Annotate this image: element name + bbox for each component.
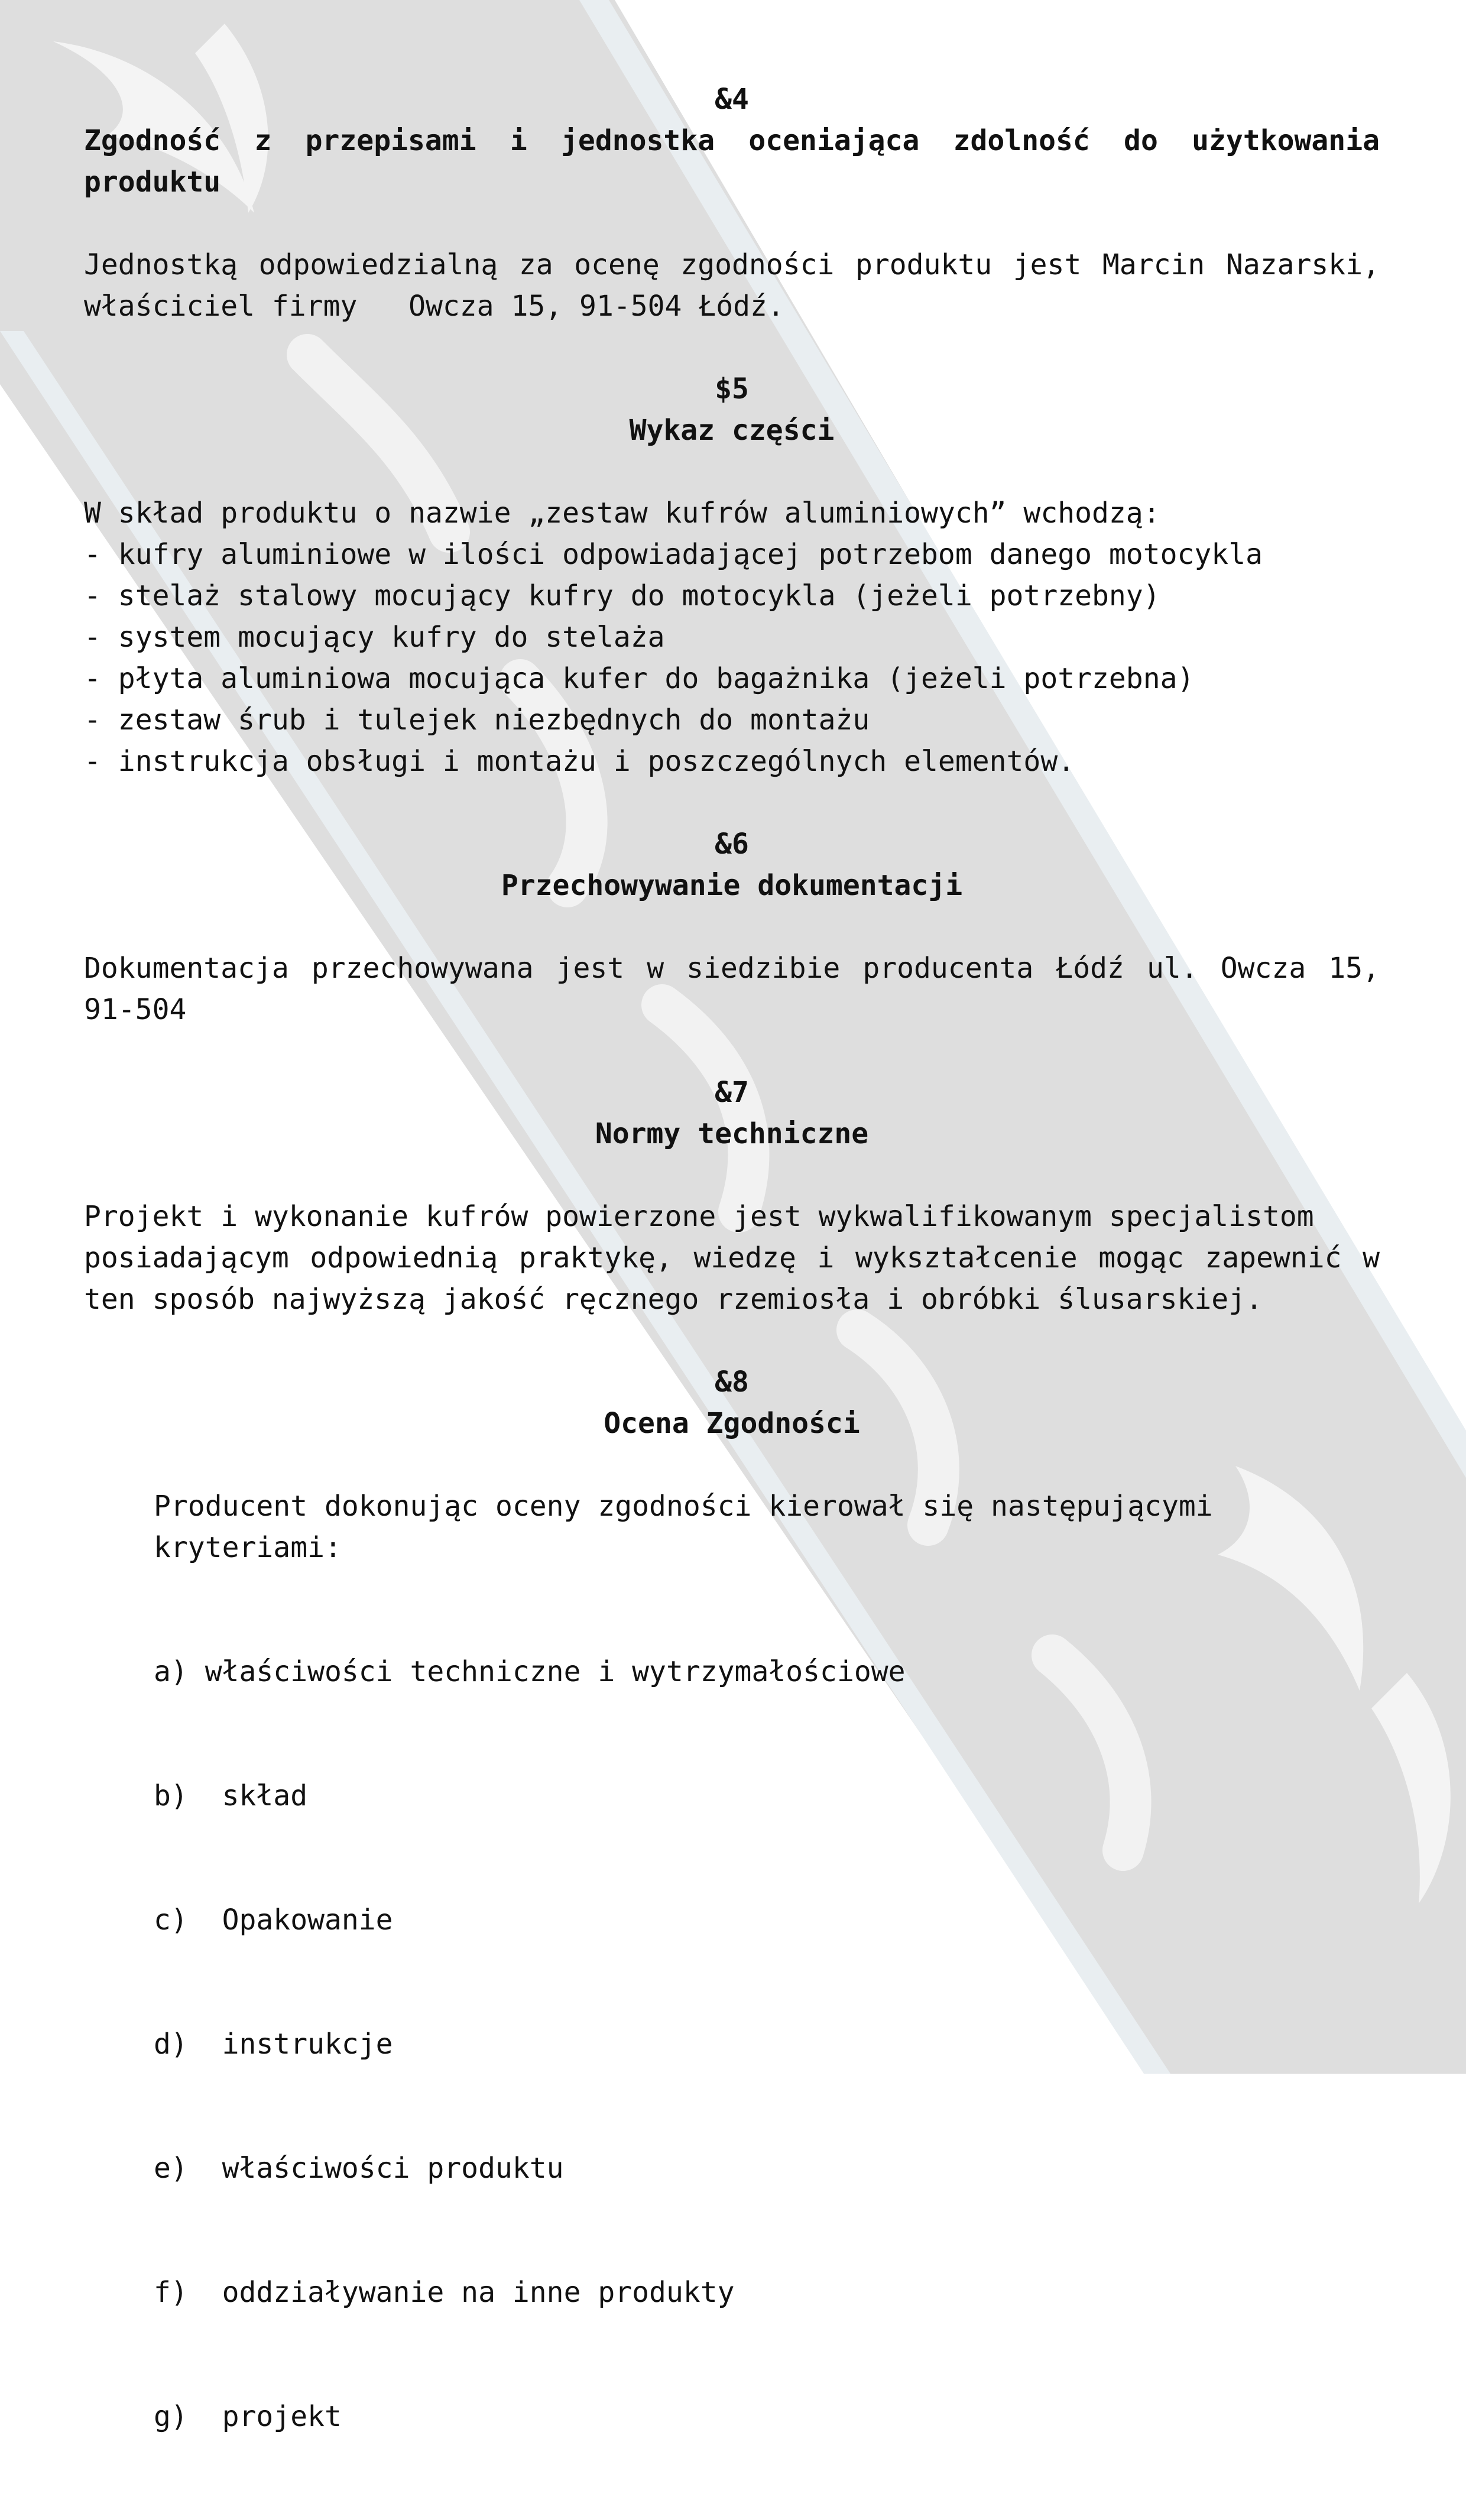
- list-item: f) oddziaływanie na inne produkty: [154, 2276, 735, 2309]
- list-item: - system mocujący kufry do stelaża: [84, 621, 665, 654]
- section-5-parts-list: [84, 534, 1380, 782]
- section-4-number: &4: [715, 83, 749, 116]
- list-item: a) właściwości techniczne i wytrzymałościowe: [154, 1655, 906, 1688]
- section-6-title: Przechowywanie dokumentacji: [501, 869, 963, 902]
- list-item: e) właściwości produktu: [154, 2152, 564, 2185]
- list-item: - zestaw śrub i tulejek niezbędnych do montażu: [84, 703, 870, 737]
- section-7-body-line2: posiadającym odpowiednią praktykę, wiedzę i wykształcenie mogąc zapewnić w: [84, 1241, 1380, 1274]
- section-4-body-line2: właściciel firmy Owcza 15, 91-504 Łódź.: [84, 290, 784, 323]
- section-4-title-line2: produktu: [84, 166, 221, 199]
- list-item: - instrukcja obsługi i montażu i poszczególnych elementów.: [84, 745, 1075, 778]
- list-item: - stelaż stalowy mocujący kufry do motocykla (jeżeli potrzebny): [84, 579, 1160, 612]
- list-item: - płyta aluminiowa mocująca kufer do bagażnika (jeżeli potrzebna): [84, 662, 1195, 695]
- list-item: c) Opakowanie: [154, 1903, 393, 1937]
- section-8-title: Ocena Zgodności: [604, 1407, 860, 1440]
- section-5-number: $5: [715, 372, 749, 406]
- list-item: g) projekt: [154, 2400, 342, 2433]
- section-5-title: Wykaz części: [629, 414, 835, 447]
- list-item: d) instrukcje: [154, 2028, 393, 2061]
- section-7-number: &7: [715, 1076, 749, 1109]
- section-4-title-line1: Zgodność z przepisami i jednostka oceniająca zdolność do użytkowania: [84, 124, 1380, 157]
- section-8-criteria-list: [154, 1568, 1277, 2520]
- list-item: b) skład: [154, 1779, 308, 1812]
- section-7-title: Normy techniczne: [595, 1117, 869, 1150]
- section-6-body-line2: 91-504: [84, 993, 187, 1026]
- section-8-intro-line2: kryteriami:: [154, 1531, 342, 1564]
- section-7-body-line1: Projekt i wykonanie kufrów powierzone jest wykwalifikowanym specjalistom: [84, 1200, 1314, 1233]
- section-8-number: &8: [715, 1366, 749, 1399]
- section-6-number: &6: [715, 828, 749, 861]
- section-8-intro-line1: Producent dokonując oceny zgodności kierował się następującymi: [154, 1490, 1213, 1523]
- section-6-body-line1: Dokumentacja przechowywana jest w siedzibie producenta Łódź ul. Owcza 15,: [84, 952, 1380, 985]
- section-4-body-line1: Jednostką odpowiedzialną za ocenę zgodności produktu jest Marcin Nazarski,: [84, 248, 1380, 281]
- section-7-body-line3: ten sposób najwyższą jakość ręcznego rzemiosła i obróbki ślusarskiej.: [84, 1283, 1263, 1316]
- list-item: - kufry aluminiowe w ilości odpowiadającej potrzebom danego motocykla: [84, 538, 1263, 571]
- section-5-intro: W skład produktu o nazwie „zestaw kufrów aluminiowych” wchodzą:: [84, 497, 1160, 530]
